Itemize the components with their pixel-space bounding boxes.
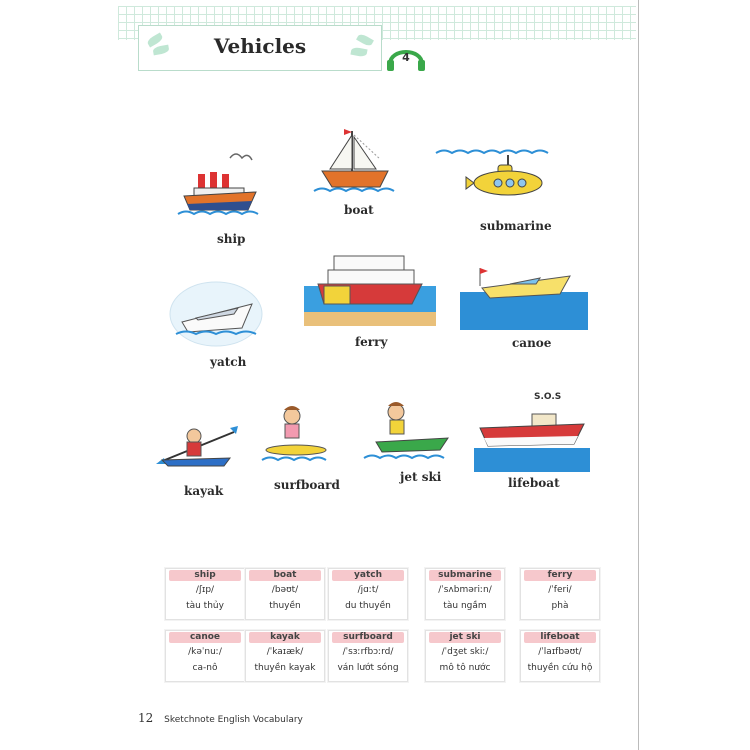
canoe-illustration (460, 262, 588, 334)
vocab-card-surfboard (328, 630, 408, 682)
card-ipa: /ˈkaɪæk/ (266, 647, 304, 657)
card-ipa: /bəʊt/ (271, 585, 299, 595)
ferry-illustration (304, 246, 436, 330)
book-title: Sketchnote English Vocabulary (164, 715, 303, 725)
card-word: ship (169, 570, 241, 581)
vocab-card-canoe (165, 630, 245, 682)
vocab-card-lifeboat (520, 630, 600, 682)
jet-ski-illustration (360, 400, 460, 470)
caption-ship: ship (217, 232, 246, 246)
caption-boat: boat (344, 203, 374, 217)
vocab-card-boat (245, 568, 325, 620)
submarine-illustration (432, 143, 560, 217)
card-word: surfboard (332, 632, 404, 643)
caption-jet-ski: jet ski (400, 470, 442, 484)
caption-submarine: submarine (480, 219, 552, 233)
card-ipa: /ʃɪp/ (195, 585, 215, 595)
ship-illustration (170, 148, 270, 232)
card-meaning: du thuyền (345, 601, 391, 611)
card-meaning: ca-nô (192, 663, 218, 673)
card-ipa: /kəˈnuː/ (188, 647, 222, 657)
card-meaning: tàu ngầm (443, 601, 487, 611)
caption-kayak: kayak (184, 484, 224, 498)
caption-surfboard: surfboard (274, 478, 340, 492)
caption-yatch: yatch (210, 355, 247, 369)
card-ipa: /jɑːt/ (357, 585, 379, 595)
vocab-card-submarine (425, 568, 505, 620)
card-meaning: thuyền (269, 601, 301, 611)
card-word: submarine (429, 570, 501, 581)
caption-ferry: ferry (355, 335, 388, 349)
boat-illustration (310, 125, 420, 209)
card-meaning: phà (551, 601, 569, 611)
card-meaning: ván lướt sóng (337, 663, 399, 673)
vocab-card-yatch (328, 568, 408, 620)
card-word: boat (249, 570, 321, 581)
kayak-illustration (154, 418, 238, 478)
card-word: jet ski (429, 632, 501, 643)
card-meaning: thuyền kayak (254, 663, 316, 673)
card-word: yatch (332, 570, 404, 581)
vocab-card-ferry (520, 568, 600, 620)
caption-canoe: canoe (512, 336, 552, 350)
card-ipa: /ˈferi/ (548, 585, 572, 595)
vocab-card-ship (165, 568, 245, 620)
page-number: 12 (138, 711, 154, 725)
yacht-illustration (168, 278, 264, 352)
card-ipa: /ˈdʒet skiː/ (441, 647, 489, 657)
card-ipa: /ˈsɜːrfbɔːrd/ (342, 647, 394, 657)
card-ipa: /ˈsʌbməriːn/ (438, 585, 492, 595)
page-footer (138, 711, 303, 725)
card-word: canoe (169, 632, 241, 643)
audio-track[interactable] (384, 42, 428, 72)
card-word: kayak (249, 632, 321, 643)
card-ipa: /ˈlaɪfbəʊt/ (538, 647, 582, 657)
card-meaning: tàu thủy (186, 601, 224, 611)
card-word: lifeboat (524, 632, 596, 643)
surfboard-illustration (258, 402, 338, 472)
card-meaning: thuyền cứu hộ (527, 663, 593, 673)
vocab-card-jet-ski (425, 630, 505, 682)
card-meaning: mô tô nước (439, 663, 491, 673)
vocab-card-kayak (245, 630, 325, 682)
card-word: ferry (524, 570, 596, 581)
track-number: 4 (402, 51, 410, 64)
caption-lifeboat: lifeboat (508, 476, 560, 490)
page-title: Vehicles (213, 34, 307, 58)
sos-sign: S.O.S (534, 392, 562, 402)
lifeboat-illustration (474, 392, 590, 476)
title-box (138, 25, 382, 71)
